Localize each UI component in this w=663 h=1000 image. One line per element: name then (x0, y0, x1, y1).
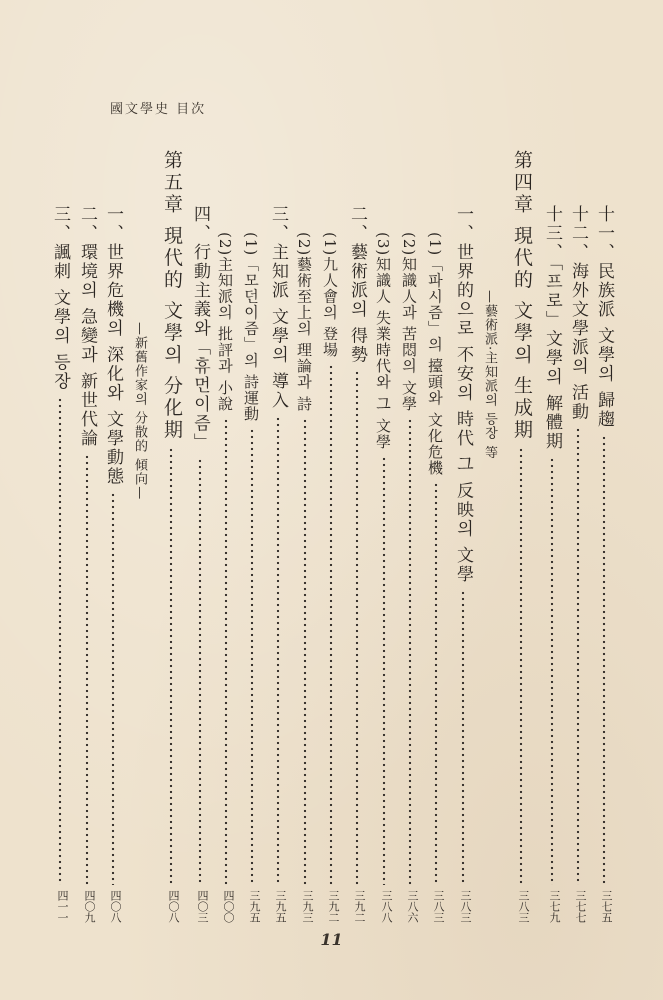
toc-entry (454, 205, 471, 584)
toc-page-number: 三八六 (406, 890, 419, 923)
toc-entry-title: 一、世界的으로 不安의 時代 그 反映의 文學 (453, 205, 473, 585)
toc-entry (133, 322, 146, 500)
toc-entry-title: (2)知識人과 苦悶의 文學 (400, 232, 418, 412)
toc-entry (104, 205, 121, 486)
dot-leader (168, 447, 174, 885)
dot-leader (197, 458, 203, 885)
dot-leader (57, 397, 63, 885)
toc-page-number: 三八三 (432, 890, 445, 923)
toc-entry-title: 四、行動主義와「휴먼이즘」 (190, 205, 210, 452)
dot-leader (302, 418, 308, 885)
toc-entry (78, 205, 95, 448)
toc-page-number: 四〇八 (167, 890, 180, 923)
toc-page-number: 四〇八 (109, 890, 122, 923)
toc-entry (269, 205, 286, 410)
toc-entry (296, 232, 311, 412)
toc-entry (51, 205, 68, 391)
toc-page-number: 三七九 (548, 890, 561, 923)
toc-entry-title: 第四章 現代的 文學의 生成期 (511, 150, 533, 442)
dot-leader (84, 454, 90, 885)
toc-page-number: 三八三 (459, 890, 472, 923)
toc-page-number: 三九五 (274, 890, 287, 923)
dot-leader (110, 492, 116, 885)
toc-page-number: 三七五 (600, 890, 613, 923)
toc-entry-title: 十三、「프로」文學의 解體期 (542, 205, 562, 451)
toc-page-number: 四〇三 (196, 890, 209, 923)
toc-page-number: 三八三 (517, 890, 530, 923)
toc-entry (401, 232, 416, 412)
toc-entry (375, 232, 390, 450)
toc-entry (162, 150, 181, 441)
dot-leader (328, 364, 334, 885)
toc-entry-title: (2)主知派의 批評과 小說 (216, 232, 234, 412)
toc-entry (348, 205, 365, 364)
toc-entry (322, 232, 337, 358)
dot-leader (601, 435, 607, 885)
toc-entry (217, 232, 232, 412)
toc-entry-title: 一、世界危機의 深化와 文學動態 (103, 205, 123, 486)
toc-page-number: 四一一 (56, 890, 69, 923)
toc-entry (543, 205, 560, 451)
toc-entry (512, 150, 531, 441)
toc-entry-title: 三、諷刺 文學의 등장 (50, 205, 70, 391)
toc-entry-title: (3)知識人 失業時代와 그 文學 (374, 232, 392, 450)
toc-page-number: 三九五 (248, 890, 261, 923)
toc-entry (483, 290, 496, 459)
toc-page-number: 四〇九 (83, 890, 96, 923)
toc-entry-title: —藝術派·主知派의 등장 等 (482, 290, 497, 460)
toc-entry (595, 205, 612, 429)
toc-page-number: 三九三 (301, 890, 314, 923)
dot-leader (223, 418, 229, 885)
toc-entry-title: 十二、海外文學派의 活動 (568, 205, 588, 422)
toc-entry-title: 二、環境의 急變과 新世代論 (77, 205, 97, 448)
dot-leader (249, 428, 255, 885)
toc-page-number: 三九二 (327, 890, 340, 923)
toc-entry-title: (1)「모던이즘」의 詩運動 (242, 232, 260, 423)
toc-entry-title: (1)「파시즘」의 擡頭와 文化危機 (426, 232, 444, 476)
dot-leader (575, 427, 581, 885)
toc-page-number: 三九二 (353, 890, 366, 923)
toc-entry-title: (1)九人會의 登場 (321, 232, 339, 359)
toc-entry-title: (2)藝術至上의 理論과 詩 (295, 232, 313, 412)
toc-page-number: 三八八 (380, 890, 393, 923)
toc-entry-title: 第五章 現代的 文學의 分化期 (161, 150, 183, 442)
page-number: 11 (320, 930, 343, 949)
dot-leader (549, 457, 555, 885)
toc-page-number: 三七七 (574, 890, 587, 923)
toc-entry-title: 十一、民族派 文學의 歸趨 (594, 205, 614, 429)
dot-leader (354, 370, 360, 885)
toc-entry-title: 二、藝術派의 得勢 (347, 205, 367, 365)
toc-entry (191, 205, 208, 452)
running-head: 國文學史 目次 (110, 102, 207, 117)
dot-leader (433, 482, 439, 885)
toc-entry (243, 232, 258, 422)
dot-leader (460, 590, 466, 885)
toc-entry (569, 205, 586, 421)
dot-leader (275, 416, 281, 885)
toc-entry (427, 232, 442, 476)
dot-leader (407, 418, 413, 885)
dot-leader (518, 447, 524, 885)
toc-entry-title: 三、主知派 文學의 導入 (268, 205, 288, 410)
dot-leader (381, 456, 387, 885)
toc-entry-title: —新舊作家의 分散的 傾向— (132, 322, 147, 501)
toc-page-number: 四〇〇 (222, 890, 235, 923)
